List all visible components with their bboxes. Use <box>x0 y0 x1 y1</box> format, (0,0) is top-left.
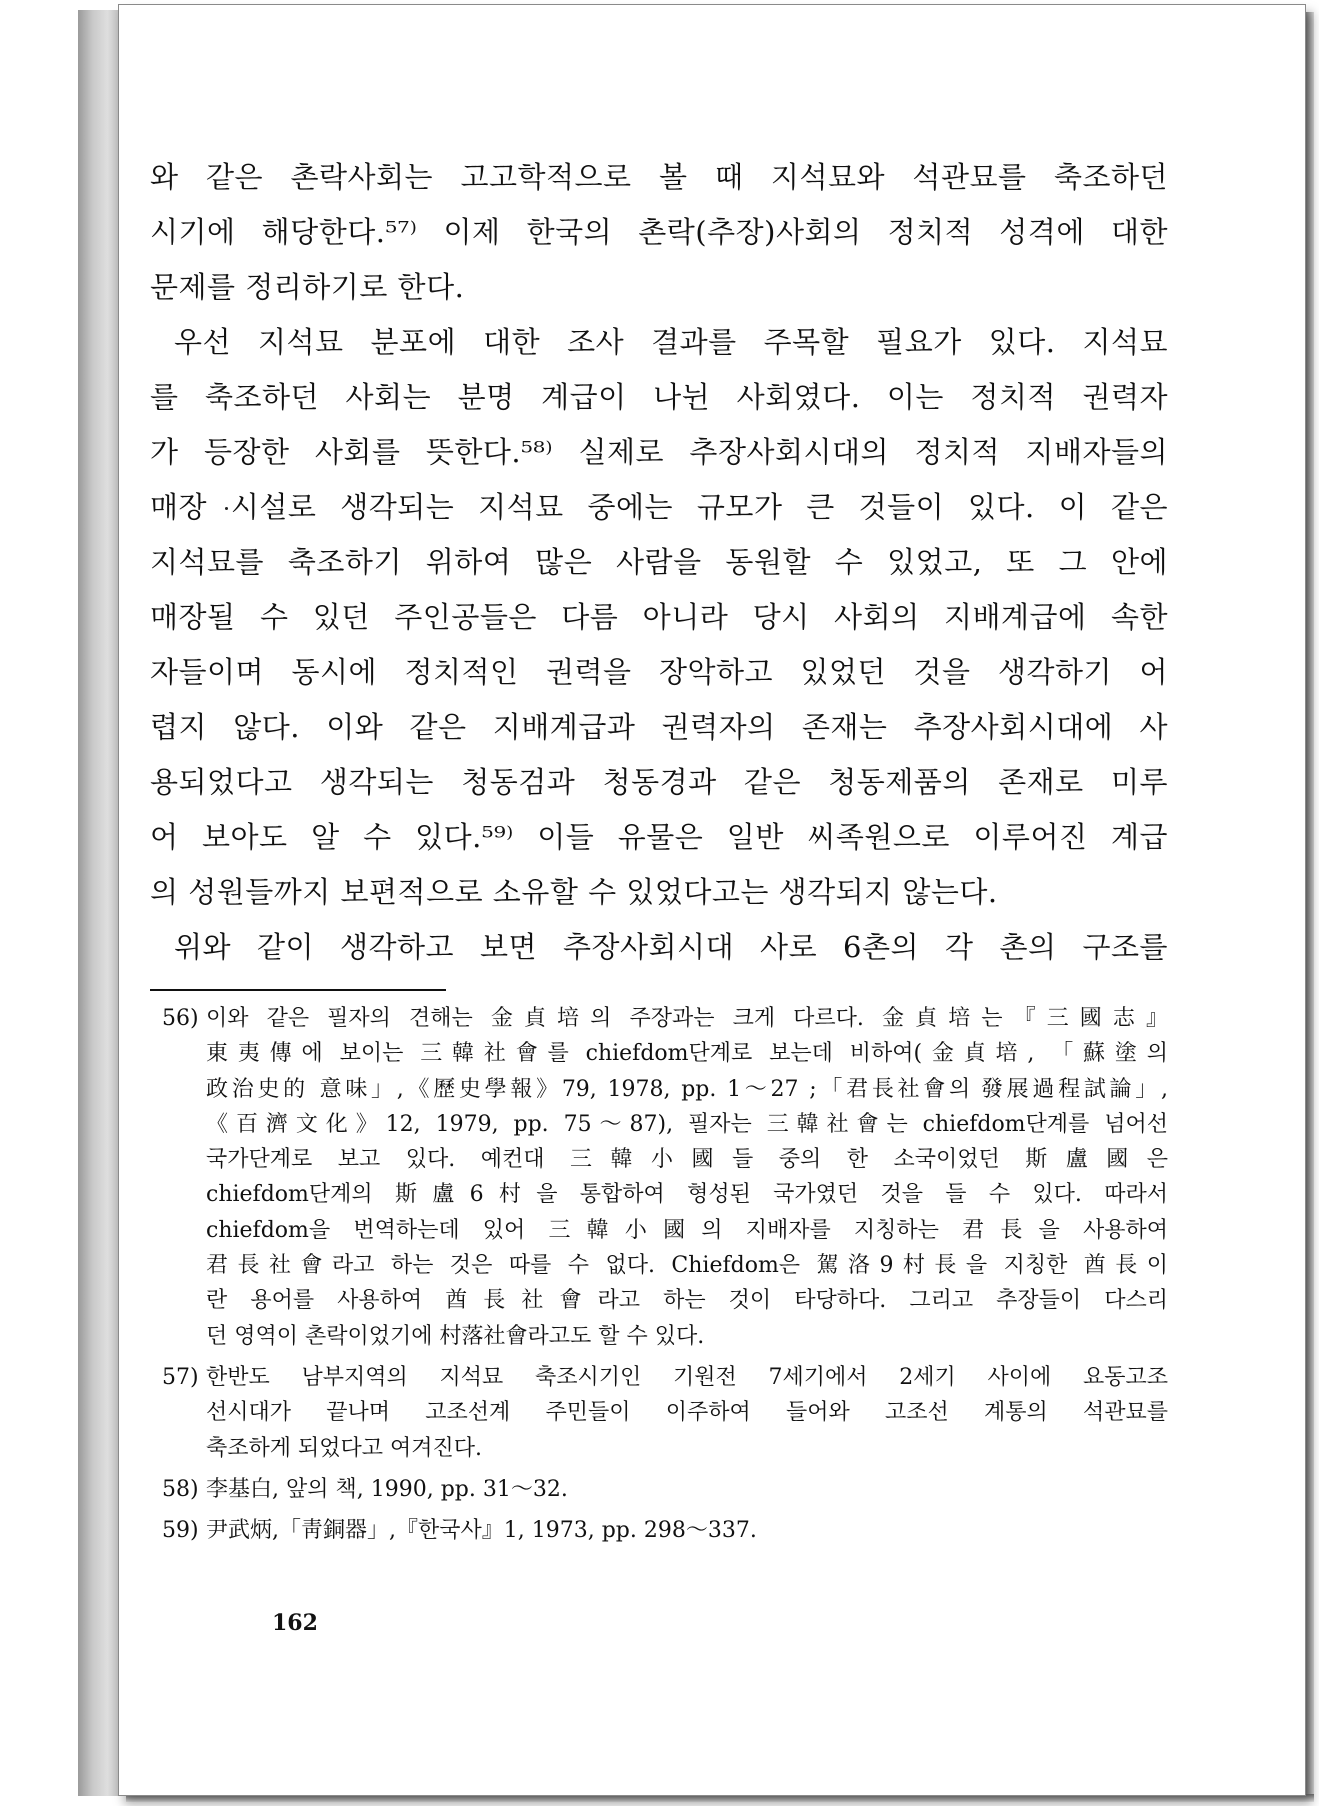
footnote-line: chiefdom을 번역하는데 있어 三韓小國의 지배자를 지칭하는 君長을 사용하여 <box>206 1217 1168 1243</box>
footnote-56 <box>150 1001 1168 1354</box>
footnote-line: 東夷傳에 보이는 三韓社會를 chiefdom단계로 보는데 비하여(金貞培, 「蘇塗의 <box>206 1041 1168 1067</box>
footnote-59 <box>150 1513 1168 1548</box>
page-content <box>150 150 1168 1554</box>
footnote-line: 이와 같은 필자의 견해는 金貞培의 주장과는 크게 다르다. 金貞培는『三國志』 <box>206 1006 1168 1031</box>
body-line: 의 성원들까지 보편적으로 소유할 수 있었다고는 생각되지 않는다. <box>150 875 998 909</box>
footnote-line: 국가단계로 보고 있다. 예컨대 三韓小國들 중의 한 소국이었던 斯盧國은 <box>206 1147 1168 1173</box>
body-line: 어 보아도 알 수 있다.⁵⁹⁾ 이들 유물은 일반 씨족원으로 이루어진 계급 <box>150 820 1168 854</box>
body-line: 매장 시설로 생각되는 지석묘 중에는 규모가 큰 것들이 있다. 이 같은 <box>150 490 1168 524</box>
footnote-number: 56) <box>162 1006 199 1031</box>
footnote-line: 선시대가 끝나며 고조선계 주민들이 이주하여 들어와 고조선 계통의 석관묘를 <box>206 1400 1168 1426</box>
footnote-line: 축조하게 되었다고 여겨진다. <box>206 1435 483 1461</box>
body-line: 매장될 수 있던 주인공들은 다름 아니라 당시 사회의 지배계급에 속한 <box>150 600 1168 634</box>
body-line: 우선 지석묘 분포에 대한 조사 결과를 주목할 필요가 있다. 지석묘 <box>174 325 1168 359</box>
body-line: 와 같은 촌락사회는 고고학적으로 볼 때 지석묘와 석관묘를 축조하던 <box>150 160 1168 194</box>
footnote-number: 59) <box>162 1518 199 1544</box>
body-text <box>150 150 1168 975</box>
body-line: 시기에 해당한다.⁵⁷⁾ 이제 한국의 촌락(추장)사회의 정치적 성격에 대한 <box>150 215 1168 249</box>
page-number: 162 <box>272 1610 318 1636</box>
footnote-line: 李基白, 앞의 책, 1990, pp. 31～32. <box>206 1476 568 1502</box>
book-spine-edge <box>78 10 120 1796</box>
footnote-line: 君長社會라고 하는 것은 따를 수 없다. Chiefdom은 駕洛9村長을 지칭한 酋長이 <box>206 1253 1168 1279</box>
footnote-58 <box>150 1472 1168 1507</box>
footnote-57 <box>150 1360 1168 1466</box>
footnote-number: 58) <box>162 1476 199 1502</box>
footnotes <box>150 1001 1168 1548</box>
footnote-number: 57) <box>162 1364 199 1390</box>
body-line: 위와 같이 생각하고 보면 추장사회시대 사로 6촌의 각 촌의 구조를 <box>174 930 1168 964</box>
body-line: 자들이며 동시에 정치적인 권력을 장악하고 있었던 것을 생각하기 어 <box>150 655 1168 689</box>
body-line: 지석묘를 축조하기 위하여 많은 사람을 동원할 수 있었고, 또 그 안에 <box>150 545 1168 579</box>
footnote-line: 던 영역이 촌락이었기에 村落社會라고도 할 수 있다. <box>206 1323 705 1349</box>
footnote-line: 란 용어를 사용하여 酋長社會라고 하는 것이 타당하다. 그리고 추장들이 다스리 <box>206 1288 1168 1314</box>
body-line: 렵지 않다. 이와 같은 지배계급과 권력자의 존재는 추장사회시대에 사 <box>150 710 1168 744</box>
footnote-line: 《百濟文化》12, 1979, pp. 75～87), 필자는 三韓社會는 chiefdom단계를 넘어선 <box>206 1111 1168 1137</box>
footnote-line: 尹武炳,「靑銅器」,『한국사』1, 1973, pp. 298～337. <box>206 1518 757 1544</box>
body-line: 용되었다고 생각되는 청동검과 청동경과 같은 청동제품의 존재로 미루 <box>150 765 1168 799</box>
footnote-divider <box>150 989 446 991</box>
footnote-line: chiefdom단계의 斯盧6村을 통합하여 형성된 국가였던 것을 들 수 있다. 따라서 <box>206 1182 1168 1208</box>
footnote-line: 政治史的 意味」,《歷史學報》79, 1978, pp. 1～27 ;「君長社會의 發展過程試論」, <box>206 1076 1168 1102</box>
body-line: 가 등장한 사회를 뜻한다.⁵⁸⁾ 실제로 추장사회시대의 정치적 지배자들의 <box>150 435 1168 469</box>
body-line: 문제를 정리하기로 한다. <box>150 270 465 304</box>
body-line: 를 축조하던 사회는 분명 계급이 나뉜 사회였다. 이는 정치적 권력자 <box>150 380 1168 414</box>
footnote-line: 한반도 남부지역의 지석묘 축조시기인 기원전 7세기에서 2세기 사이에 요동고조 <box>206 1364 1168 1390</box>
